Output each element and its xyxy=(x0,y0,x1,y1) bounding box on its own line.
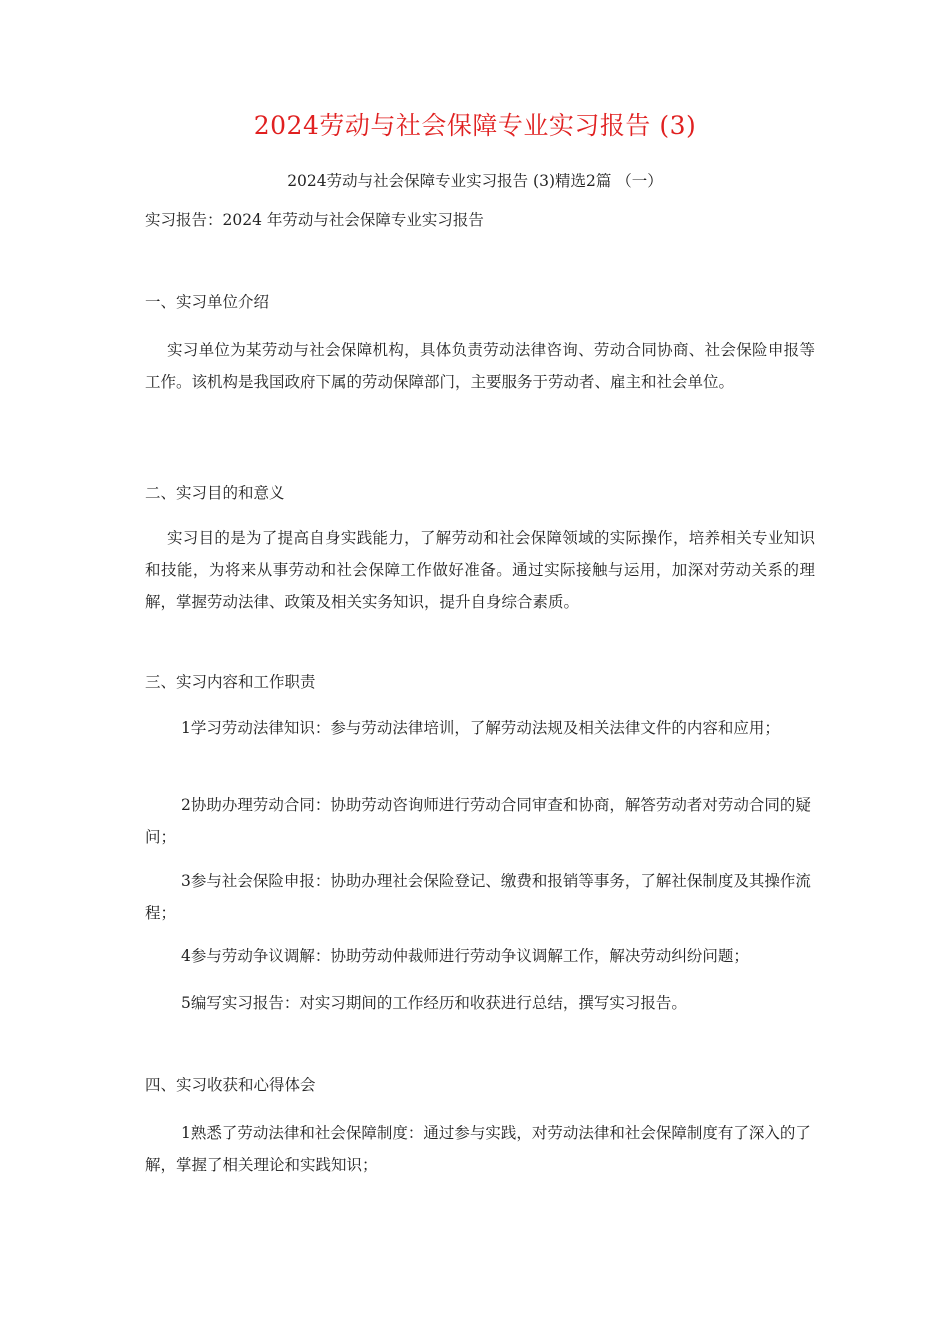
section-3-item-2: 2协助办理劳动合同：协助劳动咨询师进行劳动合同审查和协商，解答劳动者对劳动合同的疑问； xyxy=(145,796,811,846)
report-line: 实习报告：2024 年劳动与社会保障专业实习报告 xyxy=(145,211,484,229)
section-3-item-3: 3参与社会保险申报：协助办理社会保险登记、缴费和报销等事务，了解社保制度及其操作流程； xyxy=(145,872,811,922)
section-1-paragraph: 实习单位为某劳动与社会保障机构，具体负责劳动法律咨询、劳动合同协商、社会保险申报等工作。该机构是我国政府下属的劳动保障部门，主要服务于劳动者、雇主和社会单位。 xyxy=(145,341,815,391)
section-1-heading: 一、实习单位介绍 xyxy=(145,293,270,311)
document-subtitle: 2024劳动与社会保障专业实习报告 (3)精选2篇 （一） xyxy=(287,172,663,190)
section-3-item-5: 5编写实习报告：对实习期间的工作经历和收获进行总结，撰写实习报告。 xyxy=(181,994,687,1012)
section-4-item-1: 1熟悉了劳动法律和社会保障制度：通过参与实践，对劳动法律和社会保障制度有了深入的了解，掌握了相关理论和实践知识； xyxy=(145,1124,811,1174)
document-title: 2024劳动与社会保障专业实习报告 (3) xyxy=(253,111,697,140)
section-3-heading: 三、实习内容和工作职责 xyxy=(145,673,316,691)
section-2-paragraph: 实习目的是为了提高自身实践能力，了解劳动和社会保障领域的实际操作，培养相关专业知识和技能，为将来从事劳动和社会保障工作做好准备。通过实际接触与运用，加深对劳动关系的理解，掌握劳动法律、政策及相关实务知识，提升自身综合素质。 xyxy=(145,529,815,611)
section-2-heading: 二、实习目的和意义 xyxy=(145,484,285,502)
section-3-item-1: 1学习劳动法律知识：参与劳动法律培训，了解劳动法规及相关法律文件的内容和应用； xyxy=(181,719,780,737)
section-3-item-4: 4参与劳动争议调解：协助劳动仲裁师进行劳动争议调解工作，解决劳动纠纷问题； xyxy=(181,947,749,965)
section-4-heading: 四、实习收获和心得体会 xyxy=(145,1076,316,1094)
